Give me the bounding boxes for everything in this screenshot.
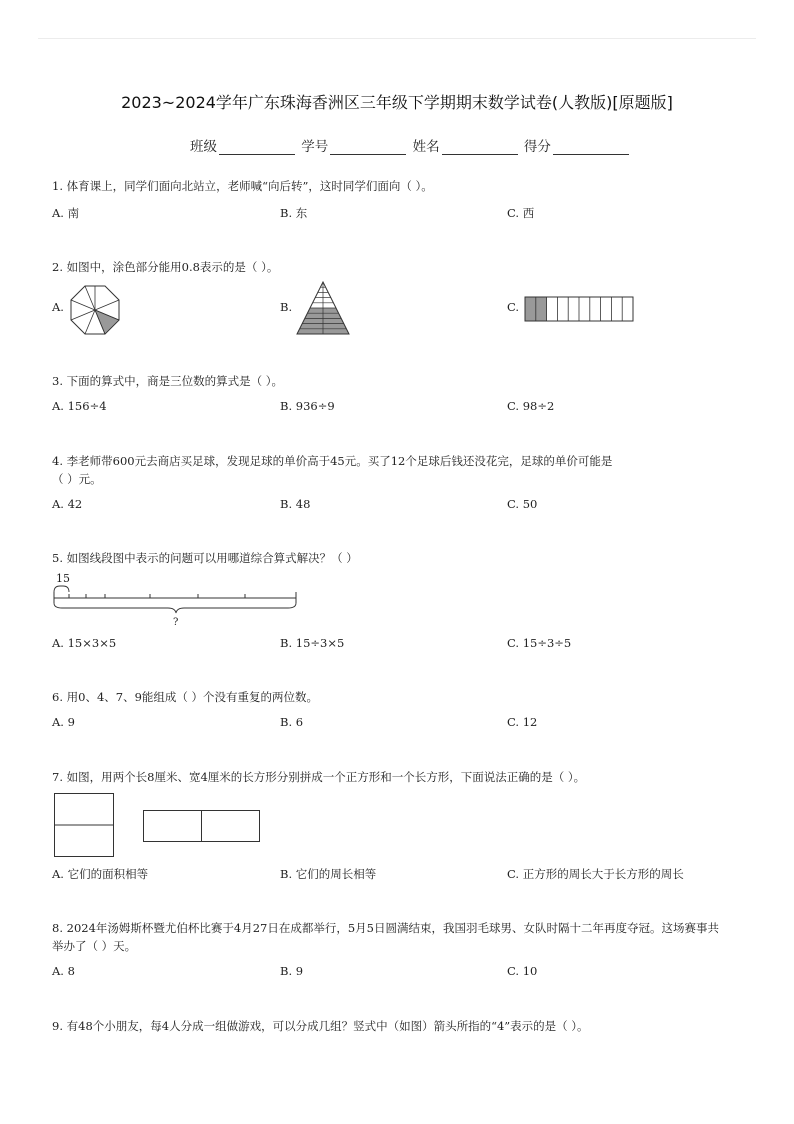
question-8-stem: 8. 2024年汤姆斯杯暨尤伯杯比赛于4月27日在成都举行，5月5日圆满结束，我国羽毛球男、女队时隔十二年再度夺冠。这场赛事共 — [52, 921, 719, 935]
segment-top-label: 15 — [56, 572, 70, 585]
id-blank[interactable] — [330, 140, 406, 155]
question-7-stem: 7. 如图，用两个长8厘米、宽4厘米的长方形分别拼成一个正方形和一个长方形，下面说法正确的是（ ）。 — [52, 770, 586, 784]
question-2-stem: 2. 如图中，涂色部分能用0.8表示的是（ ）。 — [52, 260, 279, 274]
question-4-option-a[interactable]: A. 42 — [52, 497, 83, 511]
class-blank[interactable] — [219, 140, 295, 155]
score-blank[interactable] — [553, 140, 629, 155]
question-6-option-c[interactable]: C. 12 — [507, 715, 538, 729]
question-9-stem: 9. 有48个小朋友，每4人分成一组做游戏，可以分成几组？竖式中（如图）箭头所指的“4”表示的是（ ）。 — [52, 1019, 589, 1033]
question-8-stem-continued: 举办了（ ）天。 — [52, 939, 137, 953]
score-label: 得分 — [523, 139, 551, 155]
question-1-option-c[interactable]: C. 西 — [507, 206, 535, 220]
square-figure — [54, 793, 114, 857]
octagon-figure — [70, 285, 120, 335]
top-divider — [38, 38, 756, 39]
id-label: 学号 — [301, 139, 329, 155]
page-title: 2023~2024学年广东珠海香洲区三年级下学期期末数学试卷(人教版)[原题版] — [121, 93, 673, 112]
question-3-option-a[interactable]: A. 156÷4 — [52, 399, 107, 413]
question-6-option-a[interactable]: A. 9 — [52, 715, 75, 729]
question-7-option-c[interactable]: C. 正方形的周长大于长方形的周长 — [507, 867, 684, 881]
name-label: 姓名 — [412, 139, 440, 155]
student-info-row — [190, 135, 631, 155]
class-label: 班级 — [190, 139, 217, 155]
segment-bottom-label: ? — [173, 617, 179, 628]
name-blank[interactable] — [442, 140, 518, 155]
question-3-stem: 3. 下面的算式中，商是三位数的算式是（ ）。 — [52, 374, 284, 388]
question-4-option-c[interactable]: C. 50 — [507, 497, 538, 511]
triangle-figure — [297, 282, 349, 334]
question-5-option-b[interactable]: B. 15÷3×5 — [280, 636, 345, 650]
question-1-option-b[interactable]: B. 东 — [280, 206, 308, 220]
question-6-stem: 6. 用0、4、7、9能组成（ ）个没有重复的两位数。 — [52, 690, 319, 704]
question-2-option-a[interactable]: A. — [52, 300, 64, 314]
question-2-option-b[interactable]: B. — [280, 300, 293, 314]
question-8-option-c[interactable]: C. 10 — [507, 964, 538, 978]
bar-figure — [525, 297, 633, 321]
question-3-option-c[interactable]: C. 98÷2 — [507, 399, 555, 413]
question-1-stem: 1. 体育课上，同学们面向北站立，老师喊“向后转”，这时同学们面向（ ）。 — [52, 179, 433, 193]
question-8-option-b[interactable]: B. 9 — [280, 964, 304, 978]
question-2-option-c[interactable]: C. — [507, 300, 520, 314]
question-8-option-a[interactable]: A. 8 — [52, 964, 75, 978]
question-1-option-a[interactable]: A. 南 — [52, 206, 80, 220]
question-6-option-b[interactable]: B. 6 — [280, 715, 304, 729]
question-4-stem: 4. 李老师带600元去商店买足球，发现足球的单价高于45元。买了12个足球后钱还没花完，足球的单价可能是 — [52, 454, 613, 468]
rectangle-figure — [143, 810, 261, 843]
question-4-option-b[interactable]: B. 48 — [280, 497, 311, 511]
question-4-stem-continued: （ ）元。 — [52, 472, 102, 486]
question-5-option-a[interactable]: A. 15×3×5 — [52, 636, 117, 650]
question-7-option-b[interactable]: B. 它们的周长相等 — [280, 867, 377, 881]
question-5-option-c[interactable]: C. 15÷3÷5 — [507, 636, 572, 650]
question-5-stem: 5. 如图线段图中表示的问题可以用哪道综合算式解决？（ ） — [52, 551, 358, 565]
line-segment-diagram — [50, 570, 302, 628]
question-7-option-a[interactable]: A. 它们的面积相等 — [52, 867, 149, 881]
question-3-option-b[interactable]: B. 936÷9 — [280, 399, 335, 413]
